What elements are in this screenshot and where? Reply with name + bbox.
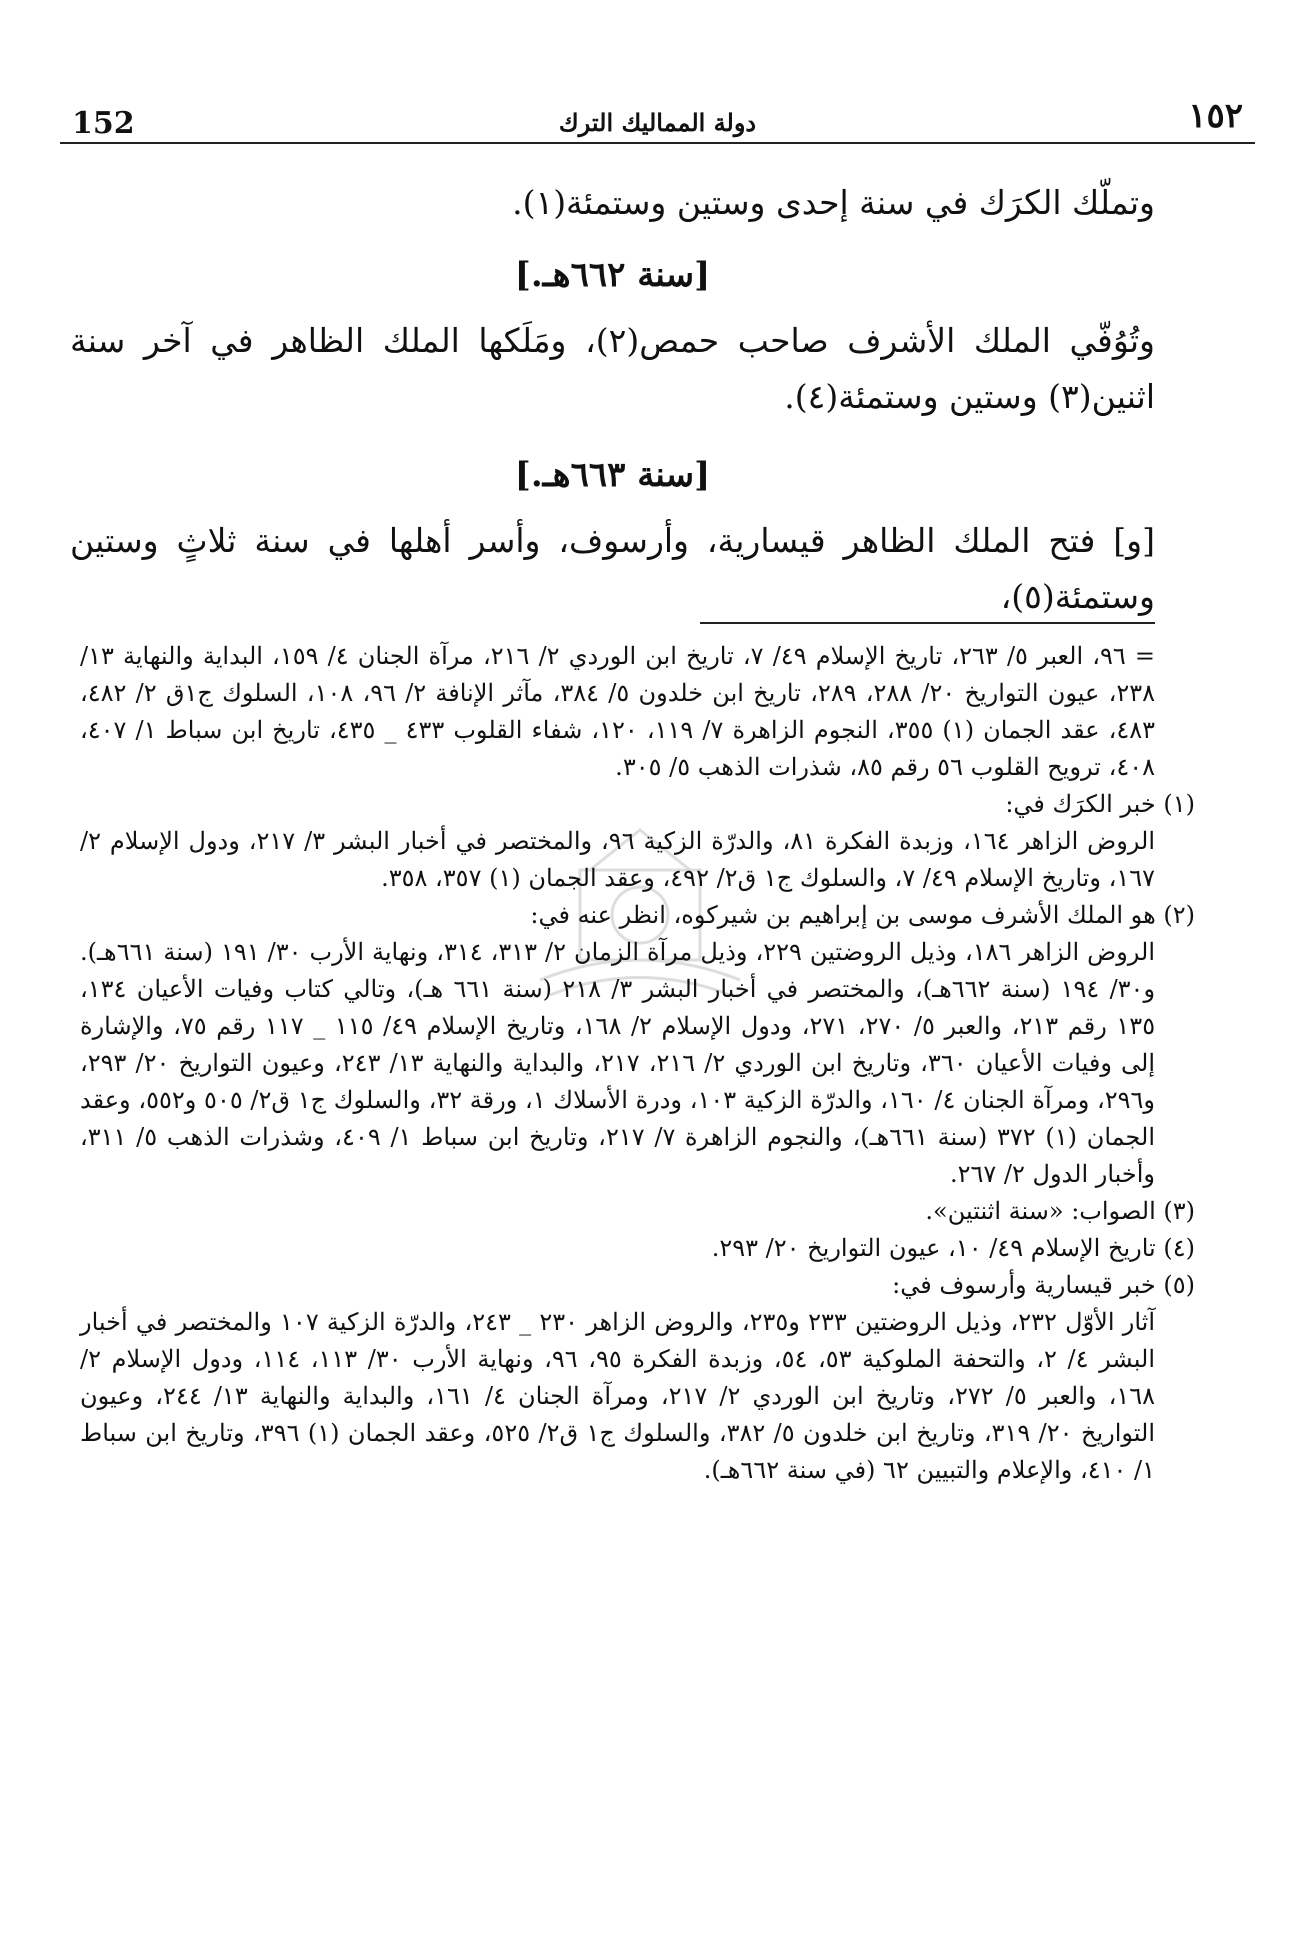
footnote-2-head: (٢) هو الملك الأشرف موسى بن إبراهيم بن شيركوه، انظر عنه في: — [530, 901, 1195, 929]
page-number-latin: 152 — [72, 106, 135, 141]
paragraph-homs: وتُوُفّي الملك الأشرف صاحب حمص(٢)، ومَلَكها الملك الظاهر في آخر سنة اثنين(٣) وستين وستمئة(٤). — [70, 321, 1155, 416]
footnote-2-body: الروض الزاهر ١٨٦، وذيل الروضتين ٢٢٩، وذيل مرآة الزمان ٢/ ٣١٣، ٣١٤، ونهاية الأرب ٣٠/ ١٩١ (سنة ٦٦١هـ). و٣٠/ ١٩٤ (سنة ٦٦٢هـ)، والمختصر في أخبار البشر ٣/ ٢١٨ (سنة ٦٦١ هـ)، وتالي كتاب وفيات الأعيان ١٣٤، ١٣٥ رقم ٢١٣، والعبر ٥/ ٢٧٠، ٢٧١، ودول الإسلام ٢/ ١٦٨، وتاريخ الإسلام ٤٩/ ١١٥ _ ١١٧ رقم ٧٥، والإشارة إلى وفيات الأعيان ٣٦٠، وتاريخ ابن الوردي ٢/ ٢١٦، ٢١٧، والبداية والنهاية ١٣/ ٢٤٣، وعيون التواريخ ٢٠/ ٢٩٣، و٢٩٦، ومرآة الجنان ٤/ ١٦٠، والدرّة الزكية ١٠٣، ودرة الأسلاك ١، ورقة ٣٢، والسلوك ج١ ق٢/ ٥٠٥ و٥٥٢، وعقد الجمان (١) ٣٧٢ (سنة ٦٦١هـ)، والنجوم الزاهرة ٧/ ٢١٧، وتاريخ ابن سباط ١/ ٤٠٩، وشذرات الذهب ٥/ ٣١١، وأخبار الدول ٢/ ٢٦٧. — [80, 938, 1156, 1188]
footnote-5-body: آثار الأوّل ٢٣٢، وذيل الروضتين ٢٣٣ و٢٣٥، والروض الزاهر ٢٣٠ _ ٢٤٣، والدرّة الزكية ١٠٧ والمختصر في أخبار البشر ٤/ ٢، والتحفة الملوكية ٥٣، ٥٤، وزبدة الفكرة ٩٥، ٩٦، ونهاية الأرب ٣٠/ ١١٣، ١١٤، ودول الإسلام ٢/ ١٦٨، والعبر ٥/ ٢٧٢، وتاريخ ابن الوردي ٢/ ٢١٧، ومرآة الجنان ٤/ ١٦١، والبداية والنهاية ١٣/ ٢٤٤، وعيون التواريخ ٢٠/ ٣١٩، وتاريخ ابن خلدون ٥/ ٣٨٢، والسلوك ج١ ق٢/ ٥٢٥، وعقد الجمان (١) ٣٩٦، وتاريخ ابن سباط ١/ ٤١٠، والإعلام والتبيين ٦٢ (في سنة ٦٦٢هـ). — [80, 1308, 1156, 1484]
paragraph-karak: وتملّك الكرَك في سنة إحدى وستين وستمئة(١). — [512, 183, 1155, 222]
footnotes — [80, 638, 1195, 1489]
footnote-3: (٣) الصواب: «سنة اثنتين». — [925, 1197, 1195, 1225]
footnote-separator — [700, 622, 1155, 624]
footnote-4: (٤) تاريخ الإسلام ٤٩/ ١٠، عيون التواريخ ٢٠/ ٢٩٣. — [711, 1234, 1195, 1262]
paragraph-caesarea: [و] فتح الملك الظاهر قيسارية، وأرسوف، وأسر أهلها في سنة ثلاثٍ وستين وستمئة(٥)، — [70, 521, 1155, 616]
footnote-1-head: (١) خبر الكرَك في: — [1005, 790, 1195, 818]
footnote-5-head: (٥) خبر قيسارية وأرسوف في: — [892, 1271, 1195, 1299]
main-text — [70, 175, 1155, 625]
page-number-arabic: ١٥٢ — [1188, 96, 1243, 136]
running-title: دولة المماليك الترك — [558, 108, 757, 137]
year-heading-662: [سنة ٦٦٢هـ.] — [514, 255, 711, 295]
footnote-continuation: = ٩٦، العبر ٥/ ٢٦٣، تاريخ الإسلام ٤٩/ ٧، تاريخ ابن الوردي ٢/ ٢١٦، مرآة الجنان ٤/ ١٥٩، البداية والنهاية ١٣/ ٢٣٨، عيون التواريخ ٢٠/ ٢٨٨، ٢٨٩، تاريخ ابن خلدون ٥/ ٣٨٤، مآثر الإنافة ٢/ ٩٦، ١٠٨، السلوك ج١ق ٢/ ٤٨٢، ٤٨٣، عقد الجمان (١) ٣٥٥، النجوم الزاهرة ٧/ ١١٩، ١٢٠، شفاء القلوب ٤٣٣ _ ٤٣٥، تاريخ ابن سباط ١/ ٤٠٧، ٤٠٨، ترويح القلوب ٥٦ رقم ٨٥، شذرات الذهب ٥/ ٣٠٥. — [80, 642, 1156, 781]
footnote-1-body: الروض الزاهر ١٦٤، وزبدة الفكرة ٨١، والدرّة الزكية ٩٦، والمختصر في أخبار البشر ٣/ ٢١٧، ودول الإسلام ٢/ ١٦٧، وتاريخ الإسلام ٤٩/ ٧، والسلوك ج١ ق٢/ ٤٩٢، وعقد الجمان (١) ٣٥٧، ٣٥٨. — [80, 827, 1155, 892]
year-heading-663: [سنة ٦٦٣هـ.] — [514, 455, 711, 495]
page-header — [60, 96, 1255, 144]
